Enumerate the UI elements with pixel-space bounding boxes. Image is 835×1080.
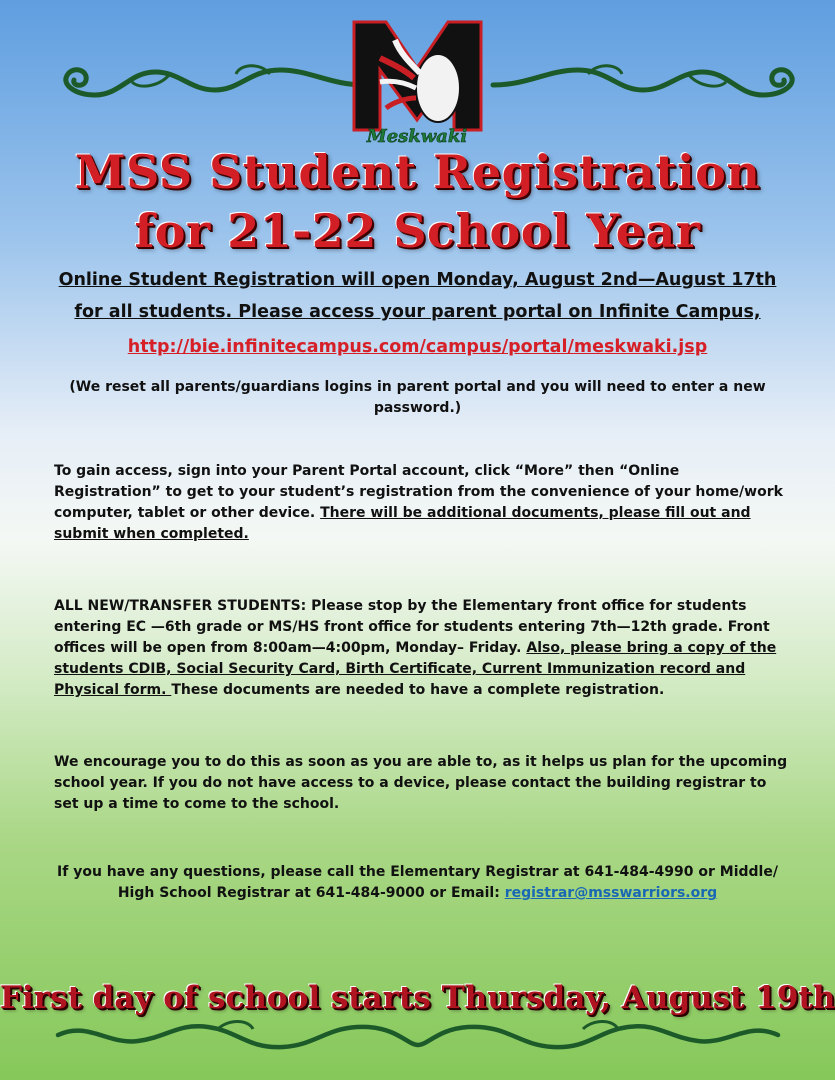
contact-text: If you have any questions, please call the Elementary Registrar at 641-484-4990 or Middle/ High School Registrar at 641-484-9000 or Email: bbox=[57, 864, 778, 901]
registrar-email-link[interactable]: registrar@msswarriors.org bbox=[504, 885, 718, 901]
bottom-flourish-ornament bbox=[48, 1015, 788, 1057]
additional-documents-note: There will be additional documents, please fill out and submit when completed. bbox=[54, 505, 751, 542]
right-flourish-ornament bbox=[488, 60, 818, 110]
new-students-closing-text: These documents are needed to have a complete registration. bbox=[171, 682, 665, 698]
meskwaki-warrior-logo bbox=[350, 18, 485, 148]
logo-wordmark: Meskwaki bbox=[366, 126, 468, 147]
access-instructions-paragraph bbox=[54, 461, 790, 545]
login-reset-note: (We reset all parents/guardians logins in parent portal and you will need to enter a new password.) bbox=[69, 379, 766, 416]
new-students-text: ALL NEW/TRANSFER STUDENTS: Please stop by the Elementary front office for students entering EC —6th grade or MS/HS front office for students entering 7th—12th grade. Front offices will be open from 8:00am—4:00pm, Monday– Friday. bbox=[54, 598, 770, 656]
page-title-line1: MSS Student Registration bbox=[74, 145, 761, 199]
first-day-banner: First day of school starts Thursday, August 19th bbox=[0, 980, 835, 1016]
left-flourish-ornament bbox=[40, 60, 370, 110]
new-transfer-students-paragraph bbox=[54, 596, 790, 701]
parent-portal-link[interactable]: http://bie.infinitecampus.com/campus/portal/meskwaki.jsp bbox=[127, 337, 708, 357]
contact-questions bbox=[40, 862, 795, 904]
required-documents-note: Also, please bring a copy of the students CDIB, Social Security Card, Birth Certificate, Current Immunization record and Physical form. bbox=[54, 640, 777, 698]
encouragement-paragraph: We encourage you to do this as soon as you are able to, as it helps us plan for the upcoming school year. If you do not have access to a device, please contact the building registrar to set up a time to come to the school. bbox=[54, 754, 788, 812]
access-instructions-text: To gain access, sign into your Parent Portal account, click “More” then “Online Registration” to get to your student’s registration from the convenience of your home/work computer, tablet or other device. bbox=[54, 463, 783, 521]
page-title-line2: for 21-22 School Year bbox=[134, 204, 701, 258]
online-registration-line1: Online Student Registration will open Monday, August 2nd—August 17th bbox=[58, 270, 777, 290]
online-registration-line2: for all students. Please access your parent portal on Infinite Campus, bbox=[74, 302, 761, 322]
